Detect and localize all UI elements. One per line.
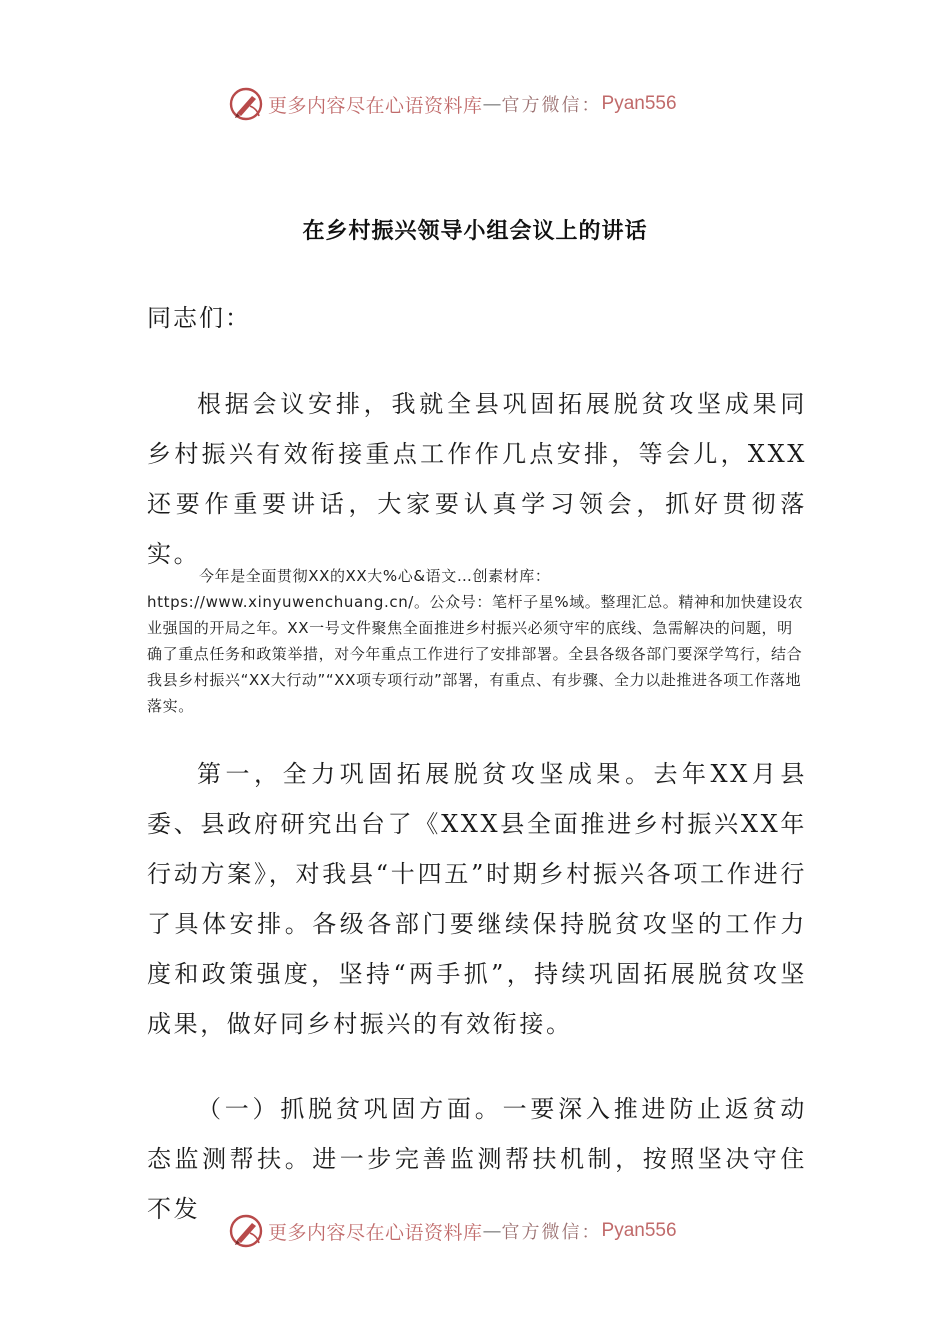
watermark-separator: —	[482, 93, 502, 115]
watermark-wechat-id: Pyan556	[601, 1220, 677, 1241]
paragraph-subsection-one: （一）抓脱贫巩固方面。一要深入推进防止返贫动态监测帮扶。进一步完善监测帮扶机制，按照坚决守住不发	[147, 1095, 807, 1223]
watermark-text: 更多内容尽在心语资料库	[268, 94, 483, 117]
watermark-separator: —	[482, 1220, 502, 1242]
salutation: 同志们：	[147, 304, 251, 332]
paragraph-intro: 根据会议安排，我就全县巩固拓展脱贫攻坚成果同乡村振兴有效衔接重点工作作几点安排，等会儿，XXX还要作重要讲话，大家要认真学习领会，抓好贯彻落实。	[147, 390, 807, 568]
paragraph-note: 今年是全面贯彻XX的XX大%心&语文…创素材库：https://www.xinyuwenchuang.cn/。公众号：笔杆子星%域。整理汇总。精神和加快建设农业强国的开局之年。XX一号文件聚焦全面推进乡村振兴必须守牢的底线、急需解决的问题，明确了重点任务和政策举措，对今年重点工作进行了安排部署。全县各级各部门要深学笃行，结合我县乡村振兴“XX大行动”“XX项专项行动”部署，有重点、有步骤、全力以赴推进各项工作落地落实。	[147, 567, 804, 715]
paragraph-section-one: 第一，全力巩固拓展脱贫攻坚成果。去年XX月县委、县政府研究出台了《XXX县全面推进乡村振兴XX年行动方案》，对我县“十四五”时期乡村振兴各项工作进行了具体安排。各级各部门要继续保持脱贫攻坚的工作力度和政策强度，坚持“两手抓”，持续巩固拓展脱贫攻坚成果，做好同乡村振兴的有效衔接。	[147, 760, 807, 1038]
watermark-banner-bottom	[228, 1211, 748, 1251]
watermark-wechat-label: 官方微信：	[501, 95, 602, 116]
pen-logo-icon	[228, 86, 264, 122]
document-title: 在乡村振兴领导小组会议上的讲话	[302, 219, 648, 244]
watermark-wechat-label: 官方微信：	[501, 1222, 602, 1243]
watermark-text: 更多内容尽在心语资料库	[268, 1221, 483, 1244]
pen-logo-icon	[228, 1213, 264, 1249]
watermark-wechat-id: Pyan556	[601, 93, 677, 114]
watermark-banner-top	[228, 84, 748, 124]
